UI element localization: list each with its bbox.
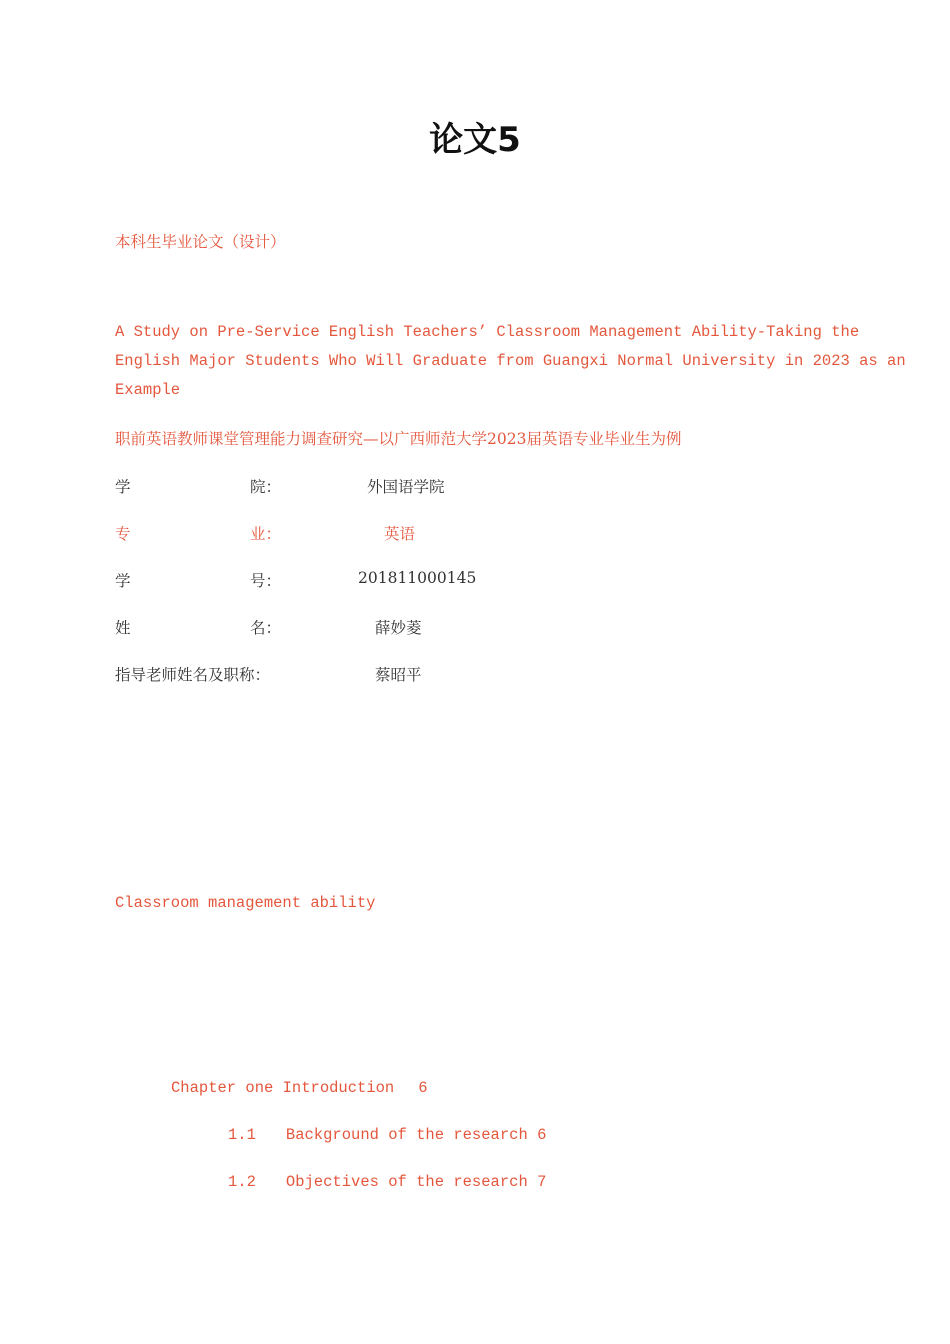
toc-number: 1.2 [228,1173,256,1191]
field-id-value: 201811000145 [358,569,477,587]
field-major-value: 英语 [384,525,416,543]
toc-text: Background of the research [285,1126,528,1144]
field-college-label-b: 院： [250,478,282,496]
field-major-label-a: 专 [115,525,131,543]
field-advisor-value: 蔡昭平 [375,666,422,684]
toc-text: Chapter one Introduction [171,1079,395,1097]
toc-item-1-1[interactable] [228,1126,546,1144]
english-title-line-3: Example [115,381,181,399]
subtitle: 本科生毕业论文（设计） [115,233,286,251]
field-name-label-a: 姓 [115,619,131,637]
field-major-label-b: 业： [250,525,282,543]
field-id-label-b: 号： [250,572,282,590]
field-id-label-a: 学 [115,572,131,590]
chinese-title: 职前英语教师课堂管理能力调查研究—以广西师范大学2023届英语专业毕业生为例 [115,430,682,448]
field-name-label-b: 名： [250,619,282,637]
toc-text: Objectives of the research [285,1173,528,1191]
english-title-line-1: A Study on Pre-Service English Teachers’ Classroom Management Ability-Taking the [115,323,860,341]
page-title: 论文5 [429,120,521,160]
toc-page: 6 [537,1126,547,1144]
field-advisor-label: 指导老师姓名及职称： [115,666,271,684]
english-title-line-2: English Major Students Who Will Graduate from Guangxi Normal University in 2023 as an [115,352,906,370]
toc-number: 1.1 [228,1126,256,1144]
field-college-label-a: 学 [115,478,131,496]
field-college-value: 外国语学院 [367,478,445,496]
toc-item-chapter-one[interactable] [171,1079,428,1097]
toc-page: 6 [418,1079,428,1097]
keyword: Classroom management ability [115,894,376,912]
toc-page: 7 [537,1173,547,1191]
field-name-value: 薛妙菱 [375,619,422,637]
toc-item-1-2[interactable] [228,1173,546,1191]
